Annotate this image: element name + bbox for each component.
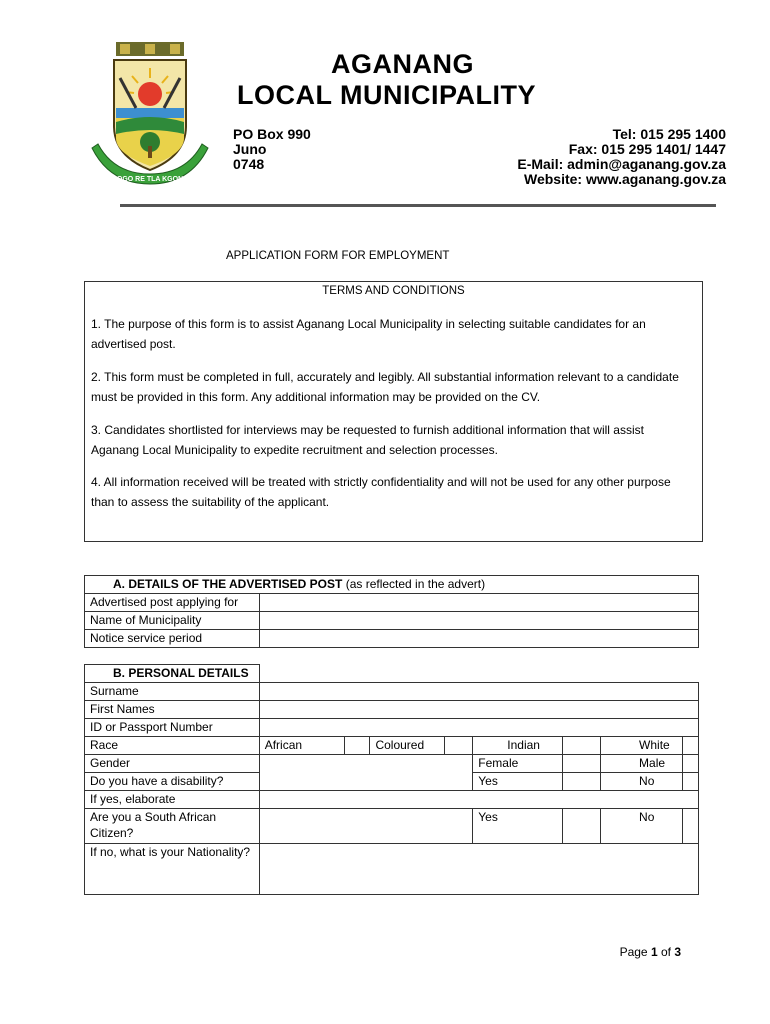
term-2: 2. This form must be completed in full, accurately and legibly. All substantial information relevant to a candidate must be provided in this form. Any additional information may be provided on the CV. bbox=[91, 370, 679, 404]
terms-box bbox=[84, 281, 703, 542]
elaborate-field[interactable] bbox=[259, 791, 698, 809]
label-sa-citizen: Are you a South African Citizen? bbox=[85, 809, 260, 844]
terms-heading: TERMS AND CONDITIONS bbox=[322, 285, 465, 297]
first-names-field[interactable] bbox=[259, 701, 698, 719]
fax: Fax: 015 295 1401/ 1447 bbox=[568, 141, 726, 157]
label-nationality: If no, what is your Nationality? bbox=[85, 844, 260, 895]
race-option-african: African bbox=[259, 737, 344, 755]
label-gender: Gender bbox=[85, 755, 260, 773]
id-number-field[interactable] bbox=[259, 719, 698, 737]
term-4: 4. All information received will be treated with strictly confidentiality and will not be used for any other purpose than to assess the suitability of the applicant. bbox=[91, 475, 671, 509]
phone: Tel: 015 295 1400 bbox=[612, 126, 726, 142]
label-municipality: Name of Municipality bbox=[85, 612, 260, 630]
race-coloured-checkbox[interactable] bbox=[445, 737, 473, 755]
notice-period-field[interactable] bbox=[259, 630, 698, 648]
label-first-names: First Names bbox=[85, 701, 260, 719]
email: E-Mail: admin@aganang.gov.za bbox=[517, 156, 726, 172]
advertised-post-table bbox=[84, 575, 699, 648]
race-african-checkbox[interactable] bbox=[344, 737, 370, 755]
form-title: APPLICATION FORM FOR EMPLOYMENT bbox=[226, 250, 450, 262]
section-b-heading: B. PERSONAL DETAILS bbox=[85, 665, 260, 683]
header-divider bbox=[120, 204, 716, 207]
label-surname: Surname bbox=[85, 683, 260, 701]
nationality-field[interactable] bbox=[259, 844, 698, 895]
crest-motto: BOGO RE TLA KGONA bbox=[111, 176, 189, 183]
disability-yes-checkbox[interactable] bbox=[563, 773, 601, 791]
label-notice-period: Notice service period bbox=[85, 630, 260, 648]
org-name-line1: AGANANG bbox=[331, 49, 474, 79]
disability-option-yes: Yes bbox=[473, 773, 563, 791]
org-name-line2: LOCAL MUNICIPALITY bbox=[237, 80, 536, 110]
municipality-crest-logo bbox=[86, 38, 214, 192]
page-number: Page 1 of 3 bbox=[619, 945, 681, 959]
postal-address: PO Box 990 Juno 0748 bbox=[233, 126, 311, 172]
label-id-number: ID or Passport Number bbox=[85, 719, 260, 737]
section-a-heading: A. DETAILS OF THE ADVERTISED POST (as reflected in the advert) bbox=[85, 576, 699, 594]
race-option-indian: Indian bbox=[473, 737, 563, 755]
citizen-option-yes: Yes bbox=[473, 809, 563, 844]
race-white-checkbox[interactable] bbox=[682, 737, 698, 755]
term-3: 3. Candidates shortlisted for interviews may be requested to furnish additional information that will assist Aganang Local Municipality to expedite recruitment and selection processes. bbox=[91, 423, 644, 457]
race-option-coloured: Coloured bbox=[370, 737, 445, 755]
surname-field[interactable] bbox=[259, 683, 698, 701]
gender-option-male: Male bbox=[601, 755, 683, 773]
label-elaborate: If yes, elaborate bbox=[85, 791, 260, 809]
citizen-option-no: No bbox=[601, 809, 683, 844]
gender-option-female: Female bbox=[473, 755, 563, 773]
contact-details bbox=[517, 127, 726, 187]
label-race: Race bbox=[85, 737, 260, 755]
gender-male-checkbox[interactable] bbox=[682, 755, 698, 773]
disability-no-checkbox[interactable] bbox=[682, 773, 698, 791]
citizen-no-checkbox[interactable] bbox=[682, 809, 698, 844]
citizen-yes-checkbox[interactable] bbox=[563, 809, 601, 844]
gender-female-checkbox[interactable] bbox=[563, 755, 601, 773]
race-indian-checkbox[interactable] bbox=[563, 737, 601, 755]
personal-details-table bbox=[84, 664, 699, 895]
label-advertised-post: Advertised post applying for bbox=[85, 594, 260, 612]
municipality-field[interactable] bbox=[259, 612, 698, 630]
website: Website: www.aganang.gov.za bbox=[524, 171, 726, 187]
advertised-post-field[interactable] bbox=[259, 594, 698, 612]
label-disability: Do you have a disability? bbox=[85, 773, 260, 791]
disability-option-no: No bbox=[601, 773, 683, 791]
race-option-white: White bbox=[601, 737, 683, 755]
term-1: 1. The purpose of this form is to assist Aganang Local Municipality in selecting suitable candidates for an advertised post. bbox=[91, 317, 646, 351]
